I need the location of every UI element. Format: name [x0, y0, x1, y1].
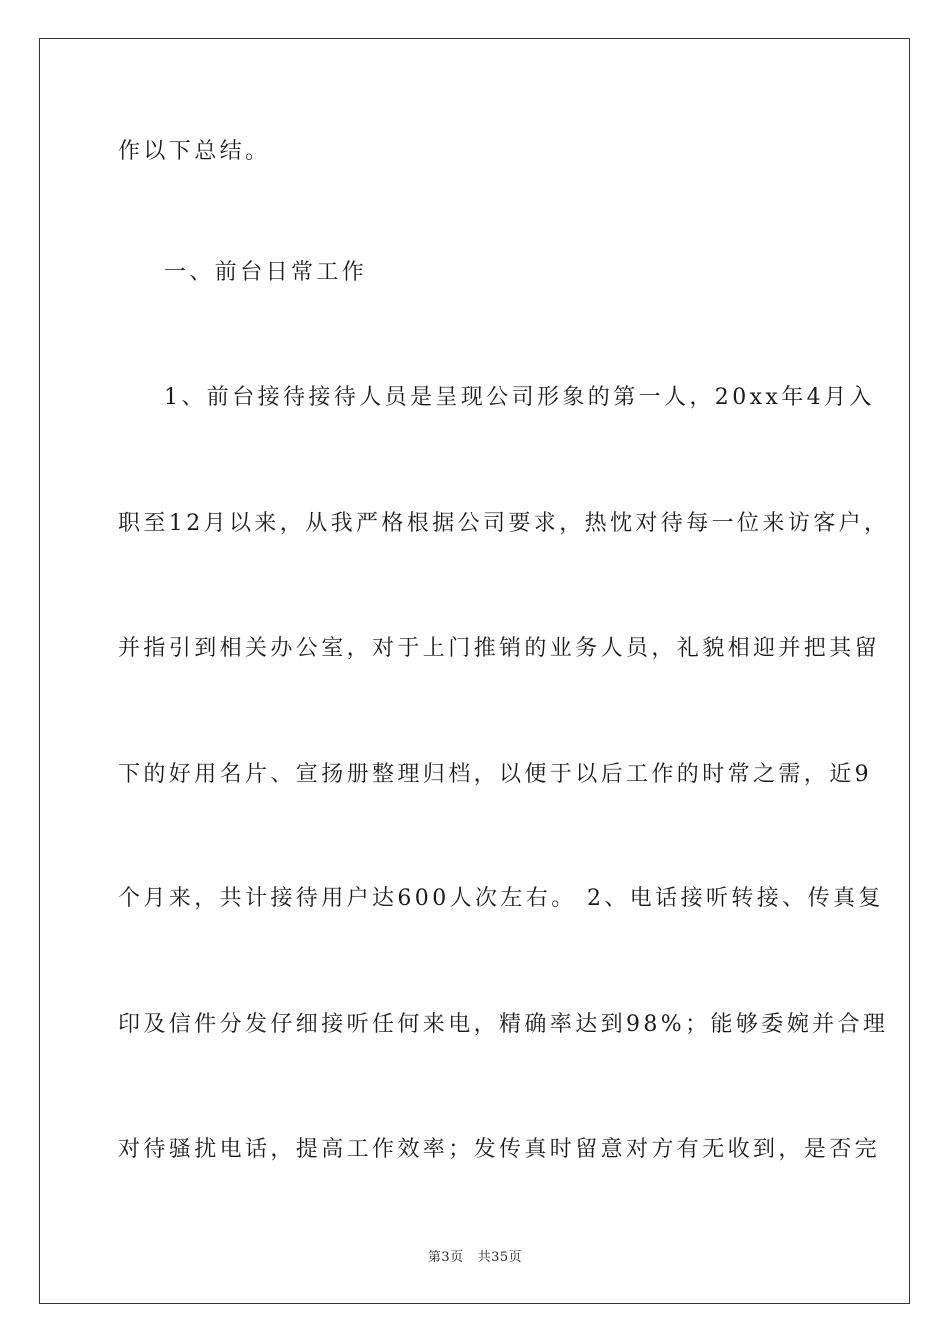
section-heading: 一、前台日常工作 [164, 260, 368, 285]
page-border [39, 38, 910, 1304]
text-line-8: 印及信件分发仔细接听任何来电，精确率达到98%；能够委婉并合理 [118, 1012, 889, 1037]
page-number: 第3页 [427, 1250, 464, 1265]
text-line-7: 个月来，共计接待用户达600人次左右。 2、电话接听转接、传真复 [118, 886, 884, 911]
text-line-3: 1、前台接待接待人员是呈现公司形象的第一人，20xx年4月入 [164, 385, 875, 410]
total-pages: 共35页 [477, 1250, 523, 1265]
text-line-1: 作以下总结。 [118, 139, 271, 164]
text-line-5: 并指引到相关办公室，对于上门推销的业务人员，礼貌相迎并把其留 [118, 636, 881, 661]
text-line-6: 下的好用名片、宣扬册整理归档，以便于以后工作的时常之需，近9 [118, 762, 872, 787]
page-footer [0, 1246, 950, 1265]
text-line-9: 对待骚扰电话，提高工作效率；发传真时留意对方有无收到，是否完 [118, 1137, 881, 1162]
text-line-4: 职至12月以来，从我严格根据公司要求，热忱对待每一位来访客户， [118, 511, 890, 536]
